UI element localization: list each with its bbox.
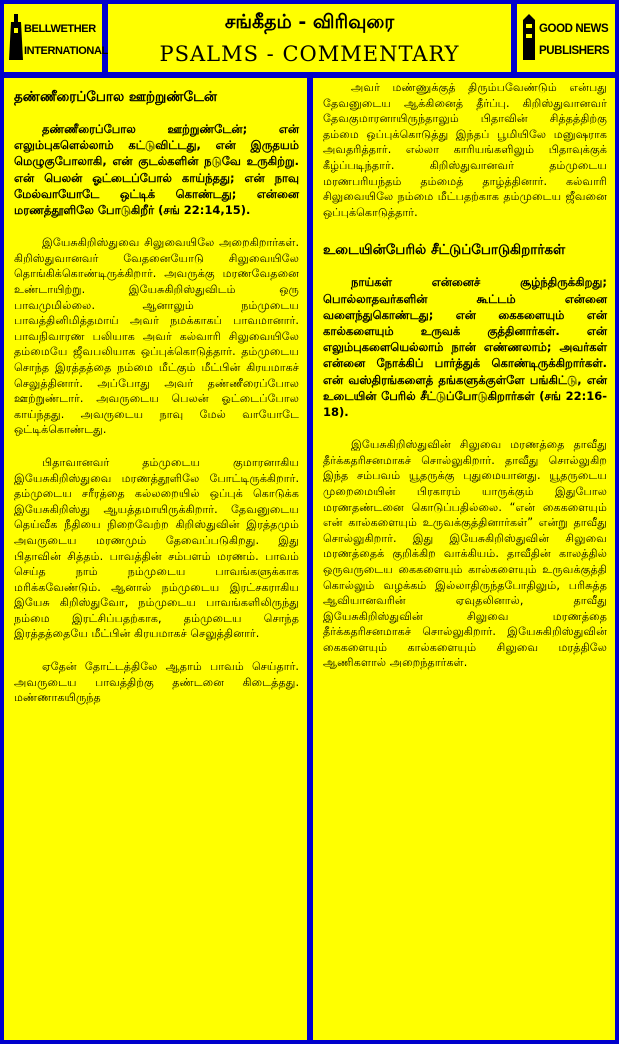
left-paragraph-3: ஏதேன் தோட்டத்திலே ஆதாம் பாவம் செய்தார். அவருடைய பாவத்திற்கு தண்டனை கிடைத்தது. மண்ணாகயிருந்த — [14, 660, 299, 705]
header — [4, 4, 615, 72]
bellwether-logo — [4, 4, 108, 72]
title-panel — [108, 4, 511, 72]
bell-tower-icon — [8, 14, 24, 60]
title-english: PSALMS - COMMENTARY — [159, 42, 460, 66]
logo-left-line-1: BELLWETHER — [24, 23, 96, 35]
left-column — [4, 78, 307, 1040]
logo-left-line-2: INTERNATIONAL — [24, 45, 108, 57]
good-news-logo — [517, 4, 615, 72]
logo-right-line-2: PUBLISHERS — [539, 45, 610, 57]
title-tamil: சங்கீதம் - விரிவுரை — [224, 11, 395, 33]
logo-right-line-1: GOOD NEWS — [539, 23, 609, 35]
right-paragraph-bottom: இயேசுகிறிஸ்துவின் சிலுவை மரணத்தை தாவீது தீர்க்கதரிசனமாகச் சொல்லுகிறார். தாவீது சொல்லுகிற இந்த சம்பவம் யூதருக்கு புதுமையானது. யூதருடைய முறைமையின் பிரகாரம் யாருக்கும் இதுபோல மரணதண்டனை கொடுப்பதில்லை. “என் கைகளையும் என் கால்களையும் உருவக்குத்தினார்கள்” என்று தாவீது சொல்லுகிறார். இது இயேசுகிறிஸ்துவின் சிலுவை மரணத்தைக் குறிக்கிற வாக்கியம். தாவீதின் காலத்தில் ஒருவருடைய கைகளையும் கால்களையும் உருவக்குத்தி கொல்லும் வழக்கம் இல்லாதிருந்தபோதிலும், பரிசுத்த ஆவியானவரின் ஏவுதலினால், தாவீது இயேசுகிறிஸ்துவின் சிலுவை மரணத்தை தீர்க்கதரிசனமாகச் சொல்லுகிறார். இயேசுகிறிஸ்துவின் கைகளையும் கால்களையும் சிலுவை மரத்திலே ஆணிகளால் அறைந்தார்கள். — [323, 438, 607, 670]
left-verse: தண்ணீரைப்போல ஊற்றுண்டேன்; என் எலும்புகளெல்லாம் கட்டுவிட்டது, என் இருதயம் மெழுகுபோலாகி, என் குடல்களின் நடுவே உருகிற்று. என் பெலன் ஓட்டைப்போல் காய்ந்தது; என் நாவு மேல்வாயோடே ஒட்டிக் கொண்டது; என்னை மரணத்தூளிலே போடுகிறீர் (சங் 22:14,15). — [14, 122, 299, 218]
left-heading: தண்ணீரைப்போல ஊற்றுண்டேன் — [14, 89, 217, 105]
right-paragraph-top: அவர் மண்ணுக்குத் திரும்பவேண்டும் என்பது தேவனுடைய ஆக்கினைத் தீர்ப்பு. கிறிஸ்துவானவர் தேவகுமாரனாயிருந்தாலும் பிதாவின் சித்தத்திற்கு தம்மை ஒப்புக்கொடுத்து இந்தப் பூமியிலே மனுஷராக அவதரித்தார். எல்லா காரியங்களிலும் பிதாவுக்குக் கீழ்ப்படிந்தார். கிறிஸ்துவானவர் தம்முடைய மரணபரியந்தம் தம்மைத் தாழ்த்தினார். கல்வாரி சிலுவையிலே நம்மை மீட்பதற்காக தம்முடைய ஜீவனை ஒப்புக்கொடுத்தார். — [323, 81, 607, 219]
right-heading: உடையின்பேரில் சீட்டுப்போடுகிறார்கள் — [323, 242, 566, 259]
left-paragraph-1: இயேசுகிறிஸ்துவை சிலுவையிலே அறைகிறார்கள். கிறிஸ்துவானவர் வேதனையோடு சிலுவையிலே தொங்கிக்கொண்டிருக்கிறார். அவருக்கு மரணவேதனை உண்டாயிற்று. இயேசுகிறிஸ்துவிடம் ஒரு பாவமுமில்லை. ஆனாலும் நம்முடைய பாவத்தினிமித்தமாய் அவர் நமக்காகப் பாவமானார். பாவநிவாரண பலியாக அவர் கல்வாரி சிலுவையிலே தம்மையே ஜீவபலியாக ஒப்புக்கொடுத்தார். தம்முடைய சொந்த இரத்தத்தை நம்மை மீட்கும் மீட்பின் கிரயமாகச் செலுத்தினார். அப்போது அவர் தண்ணீரைப்போல ஊற்றுண்டார். அவருடைய பெலன் ஓட்டைப்போல காய்ந்தது. அவருடைய நாவு மேல் வாயோடே ஒட்டிக்கொண்டது. — [14, 236, 299, 437]
left-paragraph-2: பிதாவானவர் தம்முடைய குமாரனாகிய இயேசுகிறிஸ்துவை மரணத்தூளிலே போட்டிருக்கிறார். தம்முடைய சரீரத்தை கல்லறையில் ஒப்புக் கொடுக்க இயேசுகிறிஸ்து ஆயத்தமாயிருக்கிறார். தேவனுடைய தெய்வீக நீதியை நிறைவேற்ற கிறிஸ்துவின் இரத்தமும் அவருடைய மரணமும் தேவைப்படுகிறது. இது பிதாவின் சித்தம். பாவத்தின் சம்பளம் மரணம். பாவம் செய்த நாம் நம்முடைய பாவங்களுக்காக மரிக்கவேண்டும். ஆனால் நம்முடைய இரட்சகராகிய இயேசு கிறிஸ்துவோ, நம்முடைய பாவங்களிலிருந்து நம்மை இரட்சிப்பதற்காக, தம்முடைய சொந்த இரத்தத்தையே மீட்பின் கிரயமாகச் செலுத்தினார். — [14, 455, 299, 641]
right-column — [313, 78, 615, 1040]
right-verse: நாய்கள் என்னைச் சூழ்ந்திருக்கிறது; பொல்லாதவர்களின் கூட்டம் என்னை வளைந்துகொண்டது; என் கைகளையும் என் கால்களையும் உருவக் குத்தினார்கள். என் எலும்புகளையெல்லாம் நான் எண்ணலாம்; அவர்கள் என்னை நோக்கிப் பார்த்துக் கொண்டிருக்கிறார்கள். என் வஸ்திரங்களைத் தங்களுக்குள்ளே பங்கிட்டு, என் உடையின் பேரில் சீட்டுப்போடுகிறார்கள் (சங் 22:16-18). — [323, 275, 607, 419]
book-tower-icon — [521, 14, 537, 60]
